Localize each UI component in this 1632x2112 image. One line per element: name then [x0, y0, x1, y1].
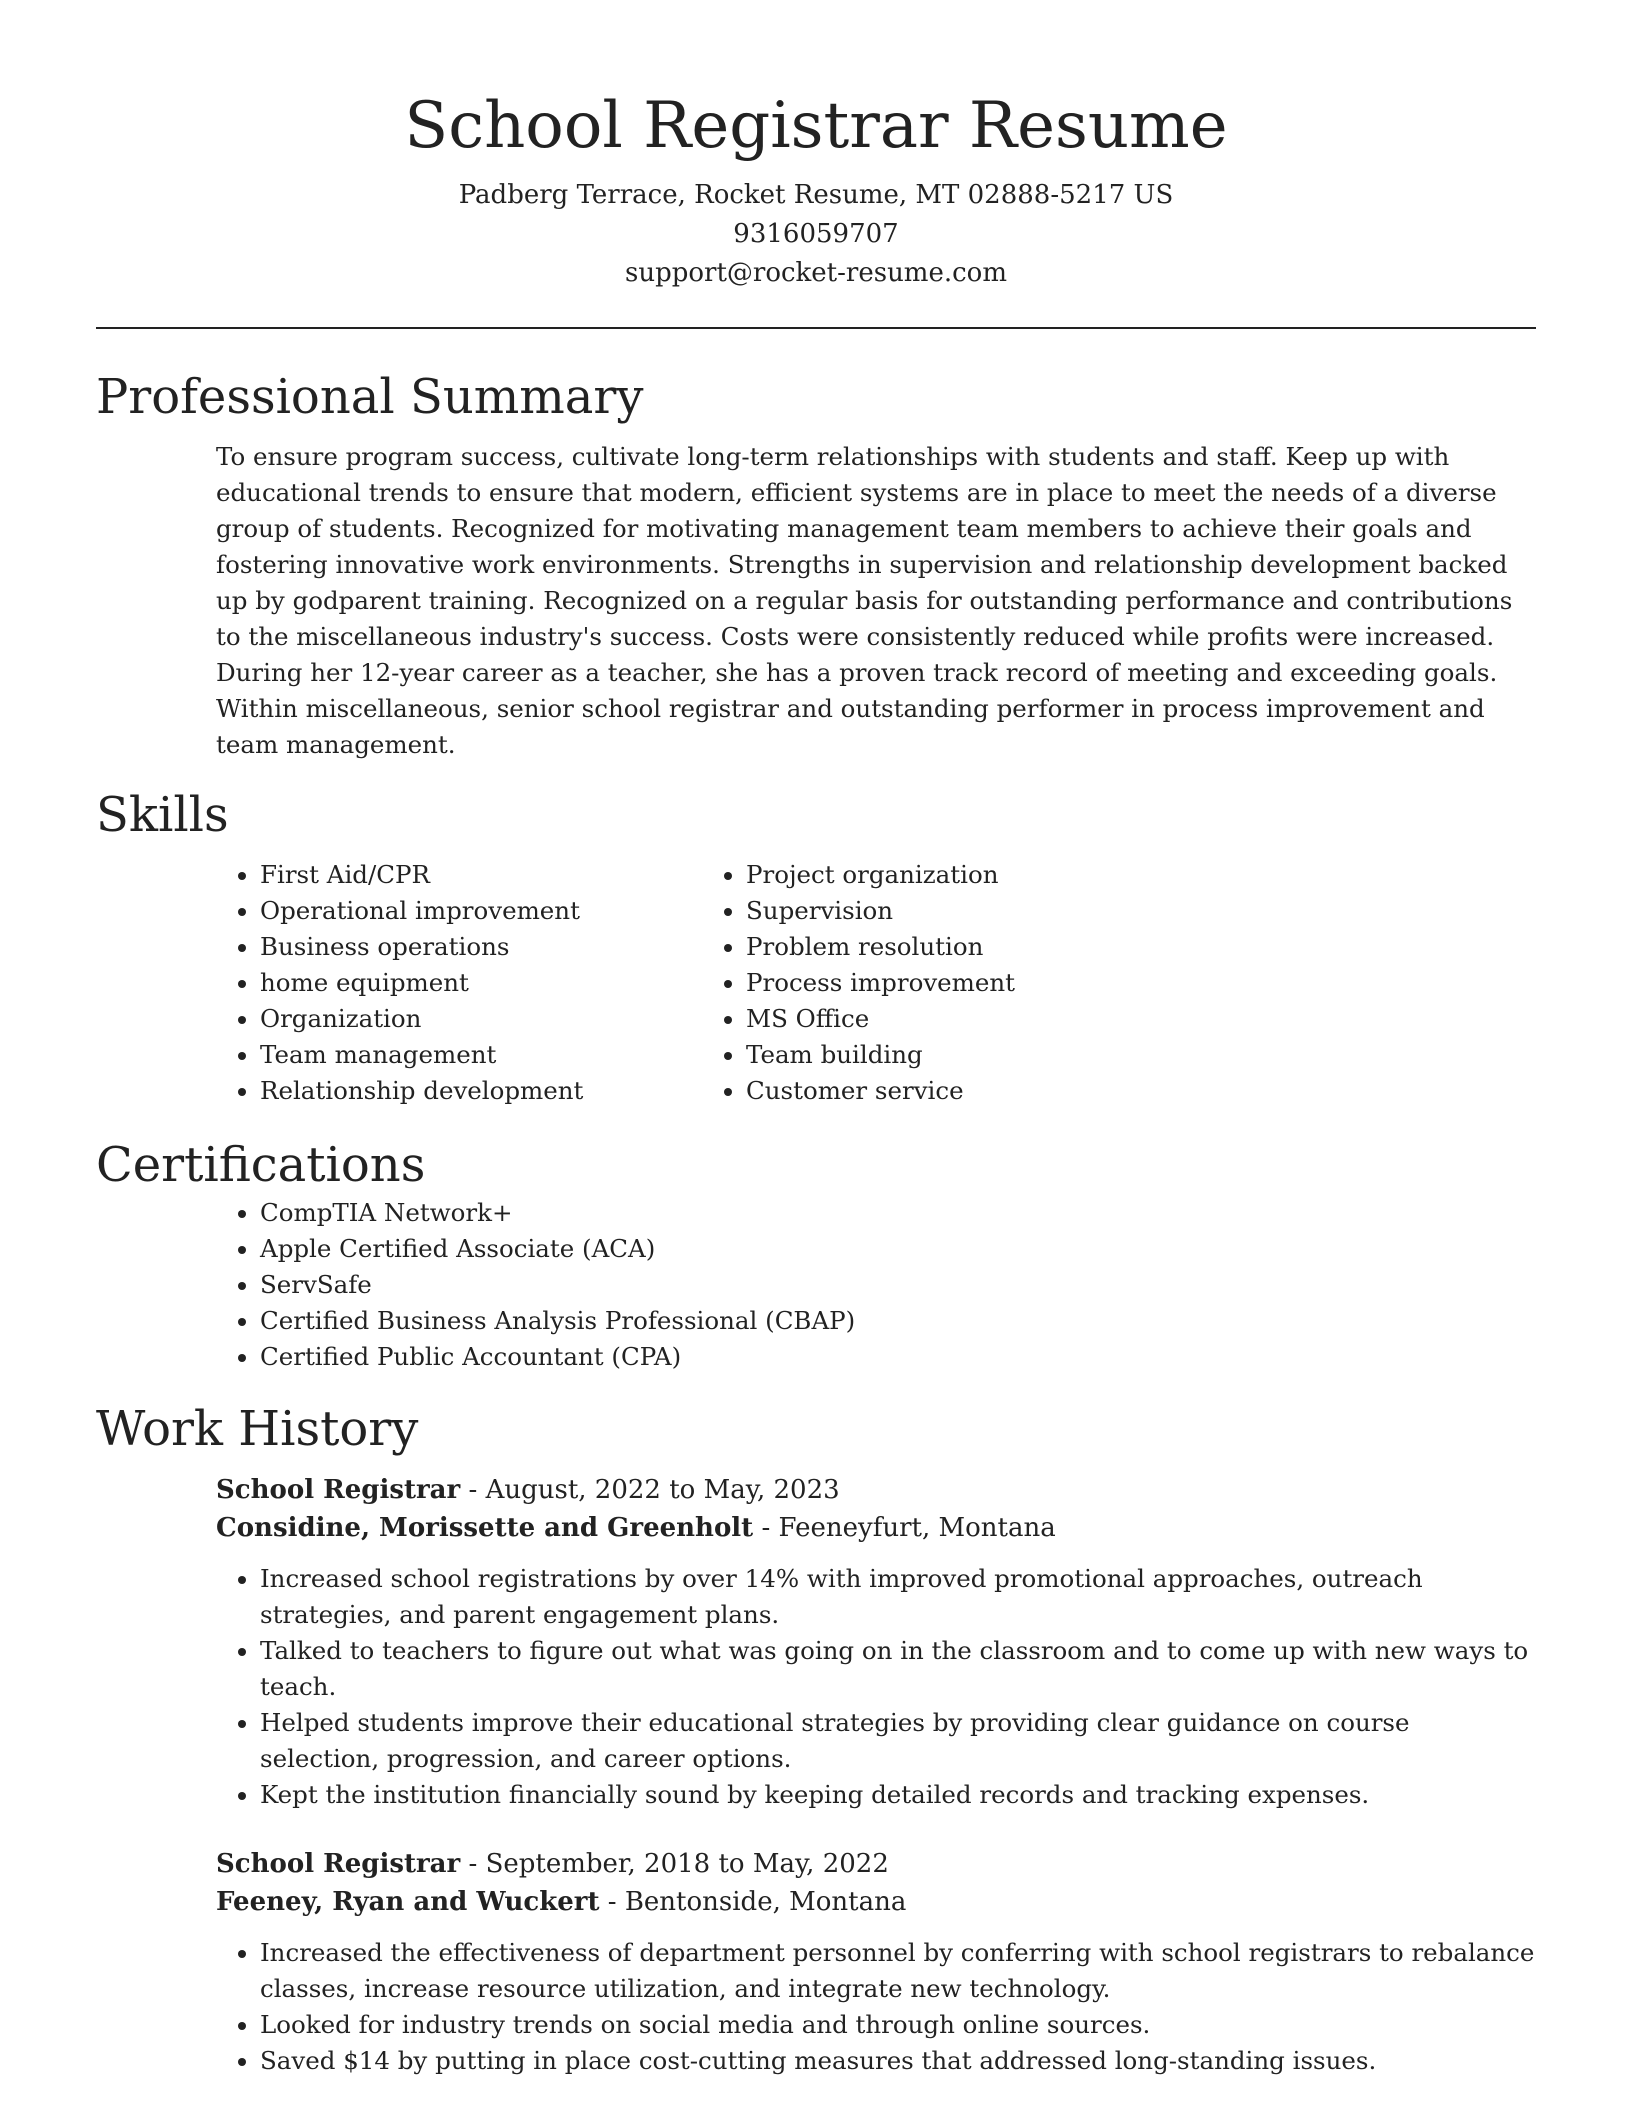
work-section	[96, 1399, 1536, 2079]
list-item: • First Aid/CPR	[260, 857, 746, 893]
skills-list-right	[582, 857, 1346, 1109]
list-item: • Certified Public Accountant (CPA)	[260, 1339, 1536, 1375]
list-item: • Saved $14 by putting in place cost-cutting measures that addressed long-standing issues.	[260, 2043, 1536, 2079]
list-item: • Problem resolution	[746, 929, 1346, 965]
list-item: • Apple Certified Associate (ACA)	[260, 1231, 1536, 1267]
certifications-heading: Certifications	[96, 1137, 426, 1193]
list-item: • Talked to teachers to figure out what was going on in the classroom and to come up with new ways to teach.	[260, 1633, 1536, 1705]
job-bullets	[216, 1561, 1536, 1813]
contact-block	[96, 176, 1536, 293]
job-separator: -	[460, 1475, 486, 1505]
list-item: • Increased the effectiveness of department personnel by conferring with school registrars to rebalance classes, increase resource utilization, and integrate new technology.	[260, 1935, 1536, 2007]
job-title: School Registrar	[216, 1475, 461, 1505]
list-item: • Operational improvement	[260, 893, 746, 929]
job-dates: September, 2018 to May, 2022	[485, 1849, 889, 1879]
list-item: • Process improvement	[746, 965, 1346, 1001]
list-item: • Supervision	[746, 893, 1346, 929]
summary-text: To ensure program success, cultivate long-term relationships with students and staff. Keep up with educational trends to ensure that modern, efficient systems are in place to meet the needs of a diverse group of students. Recognized for motivating management team members to achieve their goals and fostering innovative work environments. Strengths in supervision and relationship development backed up by godparent training. Recognized on a regular basis for outstanding performance and contributions to the miscellaneous industry's success. Costs were consistently reduced while profits were increased. During her 12-year career as a teacher, she has a proven track record of meeting and exceeding goals. Within miscellaneous, senior school registrar and outstanding performer in process improvement and team management.	[216, 442, 1513, 759]
list-item: • Team building	[746, 1037, 1346, 1073]
list-item: • Customer service	[746, 1073, 1346, 1109]
work-heading: Work History	[96, 1401, 419, 1457]
job-title: School Registrar	[216, 1849, 461, 1879]
list-item: • MS Office	[746, 1001, 1346, 1037]
job-location: Bentonside, Montana	[624, 1887, 907, 1917]
summary-heading: Professional Summary	[96, 369, 644, 425]
list-item: • Organization	[260, 1001, 746, 1037]
job-company: Considine, Morissette and Greenholt	[216, 1513, 754, 1543]
skills-columns	[96, 857, 1536, 1109]
skills-heading: Skills	[96, 787, 229, 843]
list-item: • Relationship development	[260, 1073, 746, 1109]
list-item: • Kept the institution financially sound by keeping detailed records and tracking expenses.	[260, 1777, 1536, 1813]
list-item: • Helped students improve their educational strategies by providing clear guidance on course selection, progression, and career options.	[260, 1705, 1536, 1777]
list-item: • Increased school registrations by over 14% with improved promotional approaches, outreach strategies, and parent engagement plans.	[260, 1561, 1536, 1633]
job-bullets	[216, 1935, 1536, 2079]
job-company-line	[216, 1883, 1536, 1921]
list-item: • home equipment	[260, 965, 746, 1001]
job-separator: -	[753, 1513, 779, 1543]
summary-section	[96, 367, 1536, 763]
resume-page	[96, 0, 1536, 2079]
certifications-list	[96, 1195, 1536, 1375]
job-location: Feeneyfurt, Montana	[778, 1513, 1056, 1543]
resume-title: School Registrar Resume	[404, 89, 1228, 163]
list-item: • ServSafe	[260, 1267, 1536, 1303]
contact-email: support@rocket-resume.com	[624, 258, 1007, 288]
list-item: • CompTIA Network+	[260, 1195, 1536, 1231]
job-entry	[216, 1845, 1536, 2079]
list-item: • Project organization	[746, 857, 1346, 893]
job-title-line	[216, 1471, 1536, 1509]
list-item: • Business operations	[260, 929, 746, 965]
contact-phone: 9316059707	[733, 219, 899, 249]
job-separator: -	[599, 1887, 625, 1917]
job-title-line	[216, 1845, 1536, 1883]
skills-section	[96, 785, 1536, 1109]
header-divider	[96, 327, 1536, 329]
resume-header	[96, 0, 1536, 293]
job-dates: August, 2022 to May, 2023	[485, 1475, 840, 1505]
job-entry	[216, 1471, 1536, 1813]
job-separator: -	[460, 1849, 486, 1879]
list-item: • Team management	[260, 1037, 746, 1073]
contact-address: Padberg Terrace, Rocket Resume, MT 02888-5217 US	[458, 180, 1174, 210]
job-company: Feeney, Ryan and Wuckert	[216, 1887, 600, 1917]
list-item: • Looked for industry trends on social media and through online sources.	[260, 2007, 1536, 2043]
certifications-section	[96, 1135, 1536, 1375]
list-item: • Certified Business Analysis Professional (CBAP)	[260, 1303, 1536, 1339]
job-company-line	[216, 1509, 1536, 1547]
